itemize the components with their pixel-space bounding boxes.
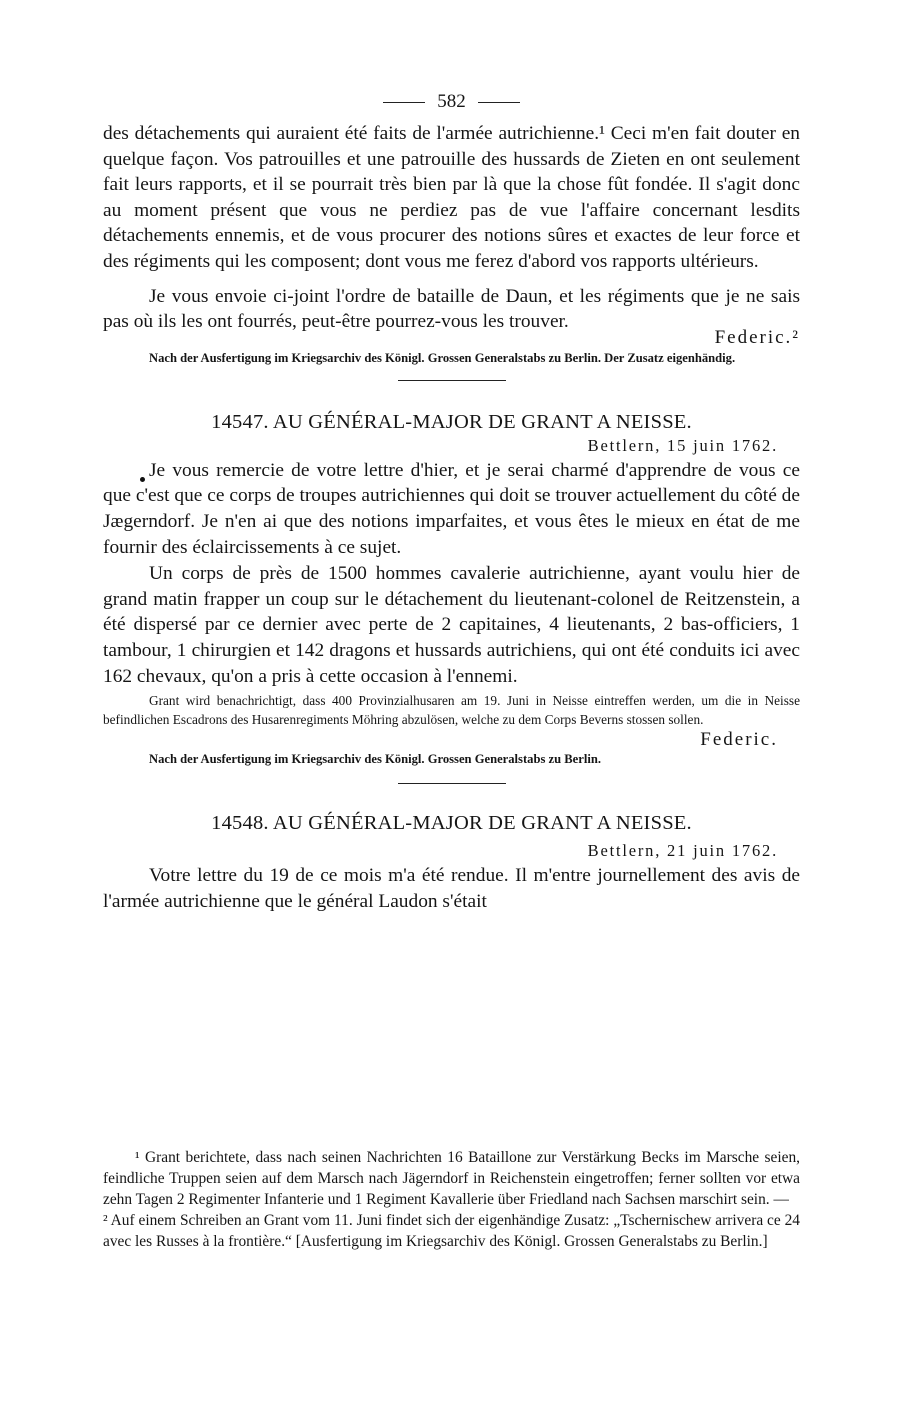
letter-14546-source-note: Nach der Ausfertigung im Kriegsarchiv des Königl. Grossen Generalstabs zu Berlin. Der Zusatz eigenhändig. xyxy=(149,350,736,365)
letter-14547-date: Bettlern, 15 juin 1762. xyxy=(587,435,778,455)
page-number-dash-left xyxy=(383,102,425,103)
letter-14546-signature: Federic.² xyxy=(714,326,800,348)
letter-14548-date: Bettlern, 21 juin 1762. xyxy=(587,841,778,861)
page-number: 582 xyxy=(437,91,466,112)
letter-14547-source-note: Nach der Ausfertigung im Kriegsarchiv des Königl. Grossen Generalstabs zu Berlin. xyxy=(149,752,601,767)
page-number-line xyxy=(103,85,800,119)
footnote-1: ¹ Grant berichtete, dass nach seinen Nachrichten 16 Bataillone zur Verstärkung Becks im Marsche seien, feindliche Truppen seien auf dem Marsch nach Jägerndorf in Reichenstein eingetroffen; ferner sollten vor etwa zehn Tagen 2 Regimenter Infanterie und 1 Regiment Kavallerie über Friedland nach Sachsen marschirt sein. — xyxy=(103,1149,800,1208)
section-divider xyxy=(398,380,506,381)
letter-14548-paragraph-1: Votre lettre du 19 de ce mois m'a été rendue. Il m'entre journellement des avis de l'armée autrichienne que le général Laudon s'était xyxy=(103,865,800,912)
letter-14547-signature: Federic. xyxy=(700,729,778,751)
footnotes xyxy=(103,1147,800,1252)
page-number-dash-right xyxy=(478,102,520,103)
section-divider xyxy=(398,783,506,784)
letter-14546-paragraph-1: des détachements qui auraient été faits de l'armée autrichienne.¹ Ceci m'en fait douter en quelque façon. Vos patrouilles et une patrouille des hussards de Zieten en ont seulement fait leurs rapports, et il se pourrait très bien par là que la chose fût fondée. Il s'agit donc au moment présent que vous ne perdiez pas de vue l'affaire concernant lesdits détachements ennemis, et de vous procurer des notions sûres et exactes de leur force et des régiments qui les composent; dont vous me ferez d'abord vos rapports ultérieurs. xyxy=(103,123,800,272)
page-content xyxy=(103,85,800,914)
letter-14547-paragraph-1: Je vous remercie de votre lettre d'hier, et je serai charmé d'apprendre de vous ce que c'est que ce corps de troupes autrichiennes qui doit se trouver actuellement du côté de Jægerndorf. Je n'en ai que des notions imparfaites, et vous êtes le mieux en état de me fournir des éclaircissements à ce sujet. xyxy=(103,459,800,558)
letter-14548-heading: 14548. AU GÉNÉRAL-MAJOR DE GRANT A NEISSE. xyxy=(211,812,692,835)
letter-14547-summary-note: Grant wird benachrichtigt, dass 400 Provinzialhusaren am 19. Juni in Neisse eintreffen werden, um die in Neisse befindlichen Escadrons des Husarenregiments Möhring abzulösen, welche zu dem Corps Beverns stossen sollen. xyxy=(103,693,800,728)
letter-14547-heading: 14547. AU GÉNÉRAL-MAJOR DE GRANT A NEISSE. xyxy=(211,410,692,433)
letter-14547-paragraph-2: Un corps de près de 1500 hommes cavalerie autrichienne, ayant voulu hier de grand matin frapper un coup sur le détachement du lieutenant-colonel de Reitzenstein, a été dispersé par ce dernier avec perte de 2 capitaines, 4 lieutenants, 2 bas-officiers, 1 tambour, 1 chirurgien et 142 dragons et hussards autrichiens, qui ont été conduits ici avec 162 chevaux, qu'on a pris à cette occasion à l'ennemi. xyxy=(103,563,800,687)
letter-14546-paragraph-2: Je vous envoie ci-joint l'ordre de bataille de Daun, et les régiments que je ne sais pas où ils les ont fourrés, peut-être pourrez-vous les trouver. xyxy=(103,285,800,333)
footnote-2: ² Auf einem Schreiben an Grant vom 11. Juni findet sich der eigenhändige Zusatz: „Tschernischew arrivera ce 24 avec les Russes à la frontière.“ [Ausfertigung im Kriegsarchiv des Königl. Grossen Generalstabs zu Berlin.] xyxy=(103,1212,800,1250)
